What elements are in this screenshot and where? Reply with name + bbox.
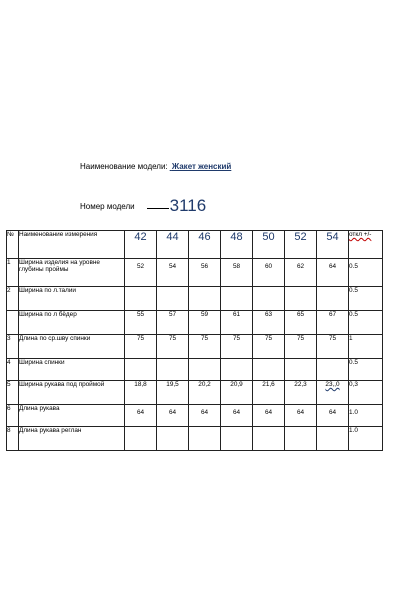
measurement-value [157,359,189,381]
measurement-value: 62 [285,259,317,287]
measurement-value: 22,3 [285,381,317,405]
tolerance-value: 0.5 [349,359,383,381]
tolerance-value: 1.0 [349,427,383,451]
measurement-value [189,287,221,311]
measurement-value: 75 [189,335,221,359]
model-name-value [170,162,232,171]
measurement-value [253,427,285,451]
measurement-value [125,287,157,311]
header-measurement-name: Наименование измерения [19,231,125,259]
measurement-value: 75 [221,335,253,359]
measurement-value: 75 [285,335,317,359]
measurement-value [317,381,349,405]
measurement-value: 55 [125,311,157,335]
measurement-value: 18,8 [125,381,157,405]
measurement-name-text: Ширина по л.талии [19,287,76,294]
tolerance-value: 0.5 [349,311,383,335]
measurement-value: 61 [221,311,253,335]
header-size: 50 [253,231,285,259]
header-no: № [7,231,19,259]
measurement-value: 64 [221,405,253,427]
measurement-value [253,287,285,311]
measurement-value: 58 [221,259,253,287]
measurement-value [285,427,317,451]
measurement-value [317,287,349,311]
model-number-value: 3116 [169,196,207,215]
measurement-value: 64 [253,405,285,427]
row-number: 5 [7,381,19,405]
measurement-value: 64 [157,405,189,427]
measurement-value: 64 [317,259,349,287]
measurement-value: 75 [125,335,157,359]
measurement-value: 65 [285,311,317,335]
measurement-name: Ширина изделия на уровне глубины проймы [19,259,125,287]
table-row [7,427,383,451]
tolerance-value: 0.5 [349,287,383,311]
measurement-name: Длина по ср.шву спинки [19,335,125,359]
table-row [7,405,383,427]
measurement-value: 75 [317,335,349,359]
row-number [7,311,19,335]
measurement-value [125,427,157,451]
tolerance-value: 0,3 [349,381,383,405]
header-size: 44 [157,231,189,259]
model-number-label: Номер модели [80,202,135,211]
header-size: 54 [317,231,349,259]
model-number-row [80,196,206,216]
tolerance-value: 0.5 [349,259,383,287]
measurement-name: Ширина рукава под проймой [19,381,125,405]
measurement-value: 20,9 [221,381,253,405]
table-row [7,335,383,359]
header-size: 46 [189,231,221,259]
header-tolerance [349,231,383,259]
measurement-value [221,359,253,381]
header-size: 42 [125,231,157,259]
measurement-value: 60 [253,259,285,287]
row-number: 2 [7,287,19,311]
table-row [7,287,383,311]
measurement-value [317,427,349,451]
tolerance-value: 1 [349,335,383,359]
measurement-value [157,287,189,311]
table-row [7,381,383,405]
measurement-value: 57 [157,311,189,335]
measurement-value [221,287,253,311]
row-number: 1 [7,259,19,287]
measurement-value: 19,5 [157,381,189,405]
measurement-value [189,427,221,451]
measurement-value: 64 [317,405,349,427]
measurement-value: 59 [189,311,221,335]
row-number: 8 [7,427,19,451]
measurement-value [285,287,317,311]
table-header-row [7,231,383,259]
measurement-value: 67 [317,311,349,335]
row-number: 3 [7,335,19,359]
measurement-value [125,359,157,381]
header-tolerance-text: откл +/- [349,231,372,238]
table-row [7,259,383,287]
model-number-blank-line [147,208,169,209]
header-size: 52 [285,231,317,259]
measurement-value: 64 [189,405,221,427]
measurement-value: 64 [125,405,157,427]
measurement-value [253,359,285,381]
measurement-value [157,427,189,451]
measurement-name: Длина рукава [19,405,125,427]
measurement-value: 75 [157,335,189,359]
measurement-value [189,359,221,381]
table-row [7,359,383,381]
measurement-value: 52 [125,259,157,287]
measurement-value: 21,6 [253,381,285,405]
size-table [6,230,383,451]
measurement-value [285,359,317,381]
measurement-value: 64 [285,405,317,427]
measurement-value: 20,2 [189,381,221,405]
measurement-value-text: 23,,0 [325,381,340,388]
row-number: 4 [7,359,19,381]
tolerance-value: 1.0 [349,405,383,427]
measurement-value [317,359,349,381]
measurement-name: Ширина по л бёдер [19,311,125,335]
measurement-value: 75 [253,335,285,359]
measurement-name: Ширина спинки [19,359,125,381]
measurement-value [221,427,253,451]
header-size: 48 [221,231,253,259]
measurement-value: 54 [157,259,189,287]
model-name-row [80,162,231,171]
model-name-text: Жакет женский [171,162,232,171]
measurement-name: Длина рукава реглан [19,427,125,451]
measurement-value: 56 [189,259,221,287]
table-row [7,311,383,335]
row-number: 6 [7,405,19,427]
measurement-name [19,287,125,311]
measurement-value: 63 [253,311,285,335]
model-name-label: Наименование модели: [80,162,168,171]
